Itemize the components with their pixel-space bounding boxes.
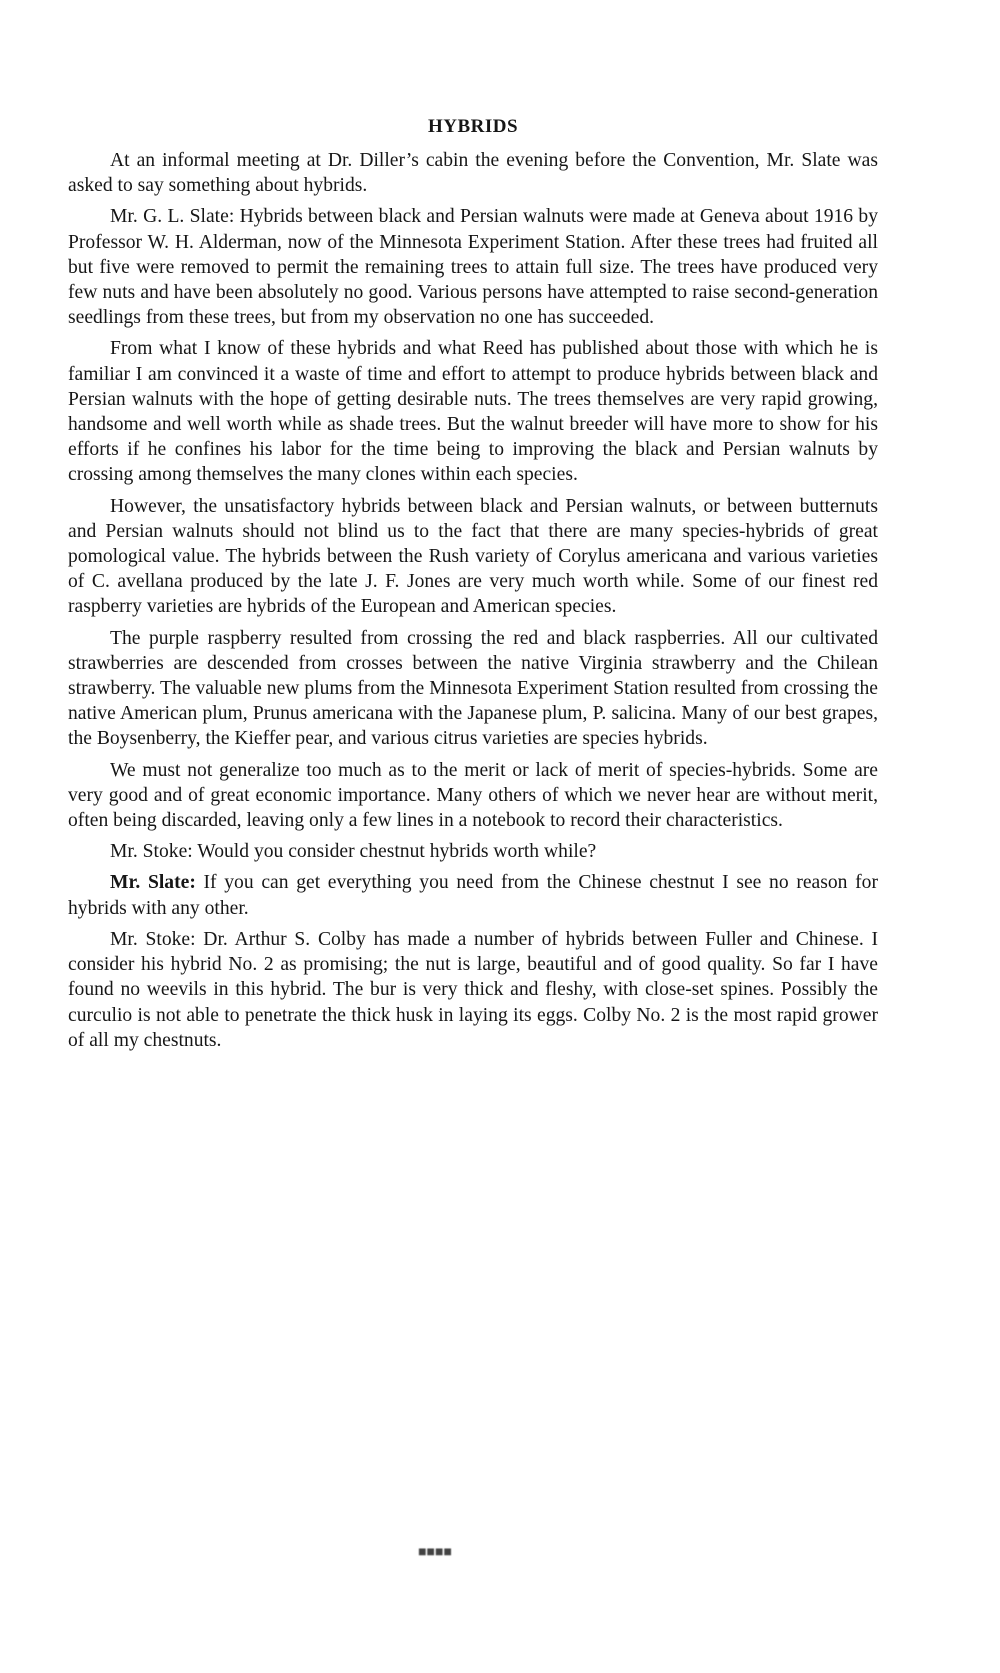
- paragraph-raspberry-examples: [68, 626, 878, 752]
- paragraph-text: At an informal meeting at Dr. Diller’s cabin the evening before the Convention, Mr. Slate was asked to say something about hybrids.: [68, 150, 878, 197]
- page-number-smudge: ■■■■: [418, 1545, 452, 1560]
- paragraph-text: If you can get everything you need from the Chinese chestnut I see no reason for hybrids with any other.: [68, 872, 878, 919]
- paragraph-stoke-colby: [68, 927, 878, 1053]
- paragraph-text: Dr. Arthur S. Colby has made a number of hybrids between Fuller and Chinese. I consider his hybrid No. 2 as promising; the nut is large, beautiful and of good quality. So far I have found no weevils in this hybrid. The bur is very thick and fleshy, with close-set spines. Possibly the curculio is not able to penetrate the thick husk in laying its eggs. Colby No. 2 is the most rapid grower of all my chestnuts.: [68, 928, 878, 1051]
- document-page: [68, 114, 878, 1059]
- paragraph-intro: [68, 148, 878, 198]
- paragraph-text: The purple raspberry resulted from crossing the red and black raspberries. All our cultivated strawberries are descended from crosses between the native Virginia strawberry and the Chilean strawberry. The valuable new plums from the Minnesota Experiment Station resulted from crossing the native American plum, Prunus americana with the Japanese plum, P. salicina. Many of our best grapes, the Boysenberry, the Kieffer pear, and various citrus varieties are species hybrids.: [68, 627, 878, 750]
- speaker-label: Mr. G. L. Slate:: [110, 206, 235, 228]
- speaker-label: Mr. Stoke:: [110, 841, 193, 863]
- paragraph-text: From what I know of these hybrids and what Reed has published about those with which he is familiar I am convinced it a waste of time and effort to attempt to produce hybrids between black and Persian walnuts with the hope of getting desirable nuts. The trees themselves are very rapid growing, handsome and well worth while as shade trees. But the walnut breeder will have more to show for his efforts if he confines his labor for the time being to improving the black and Persian walnuts by crossing among themselves the many clones within each species.: [68, 338, 878, 486]
- paragraph-text: Hybrids between black and Persian walnuts were made at Geneva about 1916 by Professor W. H. Alderman, now of the Minnesota Experiment Station. After these trees had fruited all but five were removed to permit the remaining trees to attain full size. The trees have produced very few nuts and have been absolutely no good. Various persons have attempted to raise second-generation seedlings from these trees, but from my observation no one has succeeded.: [68, 206, 878, 329]
- paragraph-slate-statement: [68, 204, 878, 330]
- paragraph-species-hybrids: [68, 494, 878, 620]
- section-title: HYBRIDS: [427, 116, 519, 137]
- paragraph-text: Would you consider chestnut hybrids worth while?: [192, 841, 597, 863]
- paragraph-stoke-question: [68, 839, 878, 864]
- paragraph-text: However, the unsatisfactory hybrids between black and Persian walnuts, or between butternuts and Persian walnuts should not blind us to the fact that there are many species-hybrids of great pomological value. The hybrids between the Rush variety of Corylus americana and various varieties of C. avellana produced by the late J. F. Jones are very much worth while. Some of our finest red raspberry varieties are hybrids of the European and American species.: [68, 495, 878, 618]
- speaker-label: Mr. Stoke:: [110, 928, 196, 950]
- speaker-label: Mr. Slate:: [110, 872, 196, 894]
- paragraph-slate-answer: [68, 870, 878, 920]
- paragraph-text: We must not generalize too much as to the merit or lack of merit of species-hybrids. Some are very good and of great economic importance. Many others of which we never hear are without merit, often being discarded, leaving only a few lines in a notebook to record their characteristics.: [68, 759, 878, 832]
- paragraph-generalize: [68, 758, 878, 834]
- paragraph-walnut-opinion: [68, 336, 878, 487]
